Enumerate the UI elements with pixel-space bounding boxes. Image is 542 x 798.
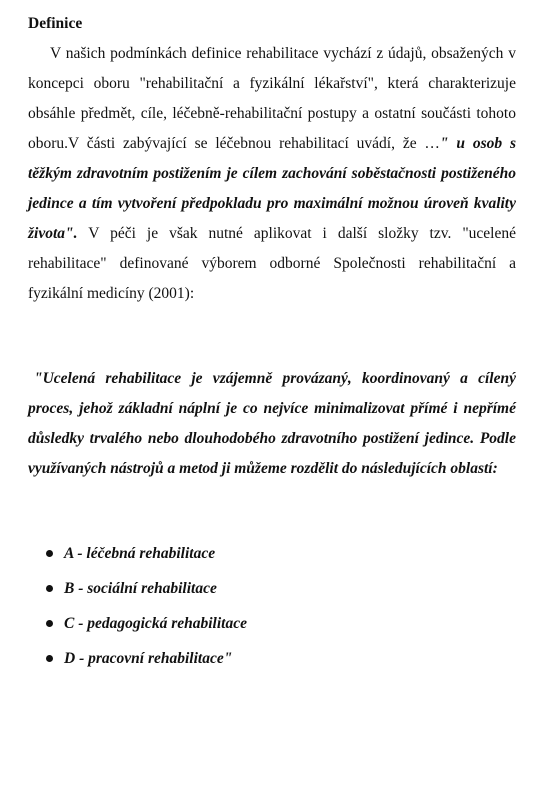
paragraph-intro: V našich podmínkách definice rehabilitace vychází z údajů, obsažených v koncepci oboru "rehabilitační a fyzikální lékařství", která charakterizuje obsáhle předmět, cíle, léčebně-rehabilitační postupy a ostatní součásti tohoto oboru.V části zabývající se léčebnou rehabilitací uvádí, že … bbox=[28, 45, 516, 152]
paragraph-inline-quote: " u osob s těžkým zdravotním postižením je cílem zachování soběstačnosti postiženého jedince a tím vytvoření předpokladu pro maximální možnou úroveň kvality života". bbox=[28, 135, 516, 242]
list-item-text: B - sociální rehabilitace bbox=[64, 580, 217, 597]
definition-paragraph bbox=[28, 39, 516, 309]
bullet-icon bbox=[46, 655, 53, 662]
list-item-text: D - pracovní rehabilitace" bbox=[64, 650, 233, 667]
document-page bbox=[28, 14, 516, 676]
bullet-icon bbox=[46, 550, 53, 557]
list-item bbox=[46, 641, 516, 676]
list-item bbox=[46, 571, 516, 606]
paragraph-outro: V péči je však nutné aplikovat i další složky tzv. "ucelené rehabilitace" definované výborem odborné Společnosti rehabilitační a fyzikální medicíny (2001): bbox=[28, 225, 516, 302]
list-item-text: C - pedagogická rehabilitace bbox=[64, 615, 247, 632]
quote-block: "Ucelená rehabilitace je vzájemně provázaný, koordinovaný a cílený proces, jehož základní náplní je co nejvíce minimalizovat přímé i nepřímé důsledky trvalého nebo dlouhodobého zdravotního postižení jedince. Podle využívaných nástrojů a metod ji můžeme rozdělit do následujících oblastí: bbox=[28, 370, 516, 477]
list-item-text: A - léčebná rehabilitace bbox=[64, 545, 216, 562]
rehabilitation-areas-list bbox=[28, 536, 516, 676]
list-item bbox=[46, 536, 516, 571]
section-heading: Definice bbox=[28, 15, 83, 32]
bullet-icon bbox=[46, 620, 53, 627]
bullet-icon bbox=[46, 585, 53, 592]
list-item bbox=[46, 606, 516, 641]
